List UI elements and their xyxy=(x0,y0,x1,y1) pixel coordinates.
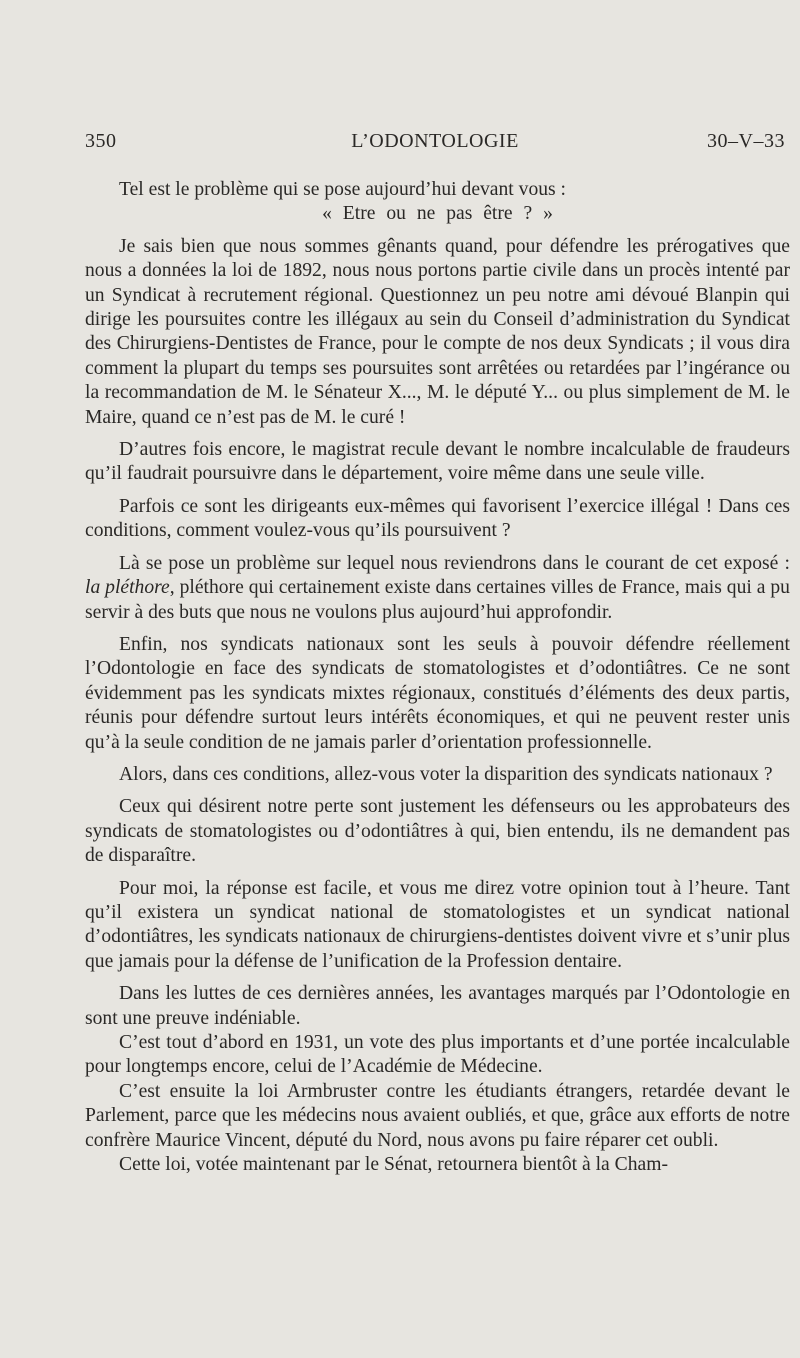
issue-date: 30–V–33 xyxy=(707,130,785,152)
emphasis-text: la pléthore xyxy=(85,577,170,599)
paragraph: Pour moi, la réponse est facile, et vous me direz votre opinion tout à l’heure. Tant qu’il existera un syndicat national de stomatologistes et un syndicat national d’odontiâtres, les syndicats nationaux de chirurgiens-dentistes doivent vivre et s’unir plus que jamais pour la défense de l’unification de la Profession dentaire. xyxy=(85,877,790,972)
paragraph xyxy=(85,552,790,625)
page-number: 350 xyxy=(85,130,117,152)
paragraph: Ceux qui désirent notre perte sont justement les défenseurs ou les approbateurs des syndicats de stomatologistes ou d’odontiâtres à qui, bien entendu, ils ne demandent pas de disparaître. xyxy=(85,796,790,867)
paragraph: C’est tout d’abord en 1931, un vote des plus importants et d’une portée incalculable pour longtemps encore, celui de l’Académie de Médecine. xyxy=(85,1032,790,1078)
paragraph: Alors, dans ces conditions, allez-vous voter la disparition des syndicats nationaux ? xyxy=(119,763,773,785)
paragraph: Cette loi, votée maintenant par le Sénat, retournera bientôt à la Cham- xyxy=(119,1154,668,1176)
paragraph: Enfin, nos syndicats nationaux sont les seuls à pouvoir défendre réellement l’Odontologie en face des syndicats de stomatologistes et d’odontiâtres. Ce ne sont évidemment pas les syndicats mixtes régionaux, constitués d’éléments des deux partis, réunis pour défendre surtout leurs intérêts économiques, et qui ne peuvent rester unis qu’à la seule condition de ne jamais parler d’orientation professionnelle. xyxy=(85,633,790,753)
paragraph: Tel est le problème qui se pose aujourd’hui devant vous : xyxy=(119,179,567,200)
paragraph-text: Là se pose un problème sur lequel nous reviendrons dans le courant de cet exposé : xyxy=(119,552,790,574)
paragraph: Dans les luttes de ces dernières années, les avantages marqués par l’Odontologie en sont une preuve indéniable. xyxy=(85,983,790,1029)
running-header xyxy=(85,130,785,156)
journal-title: L’ODONTOLOGIE xyxy=(351,130,519,152)
quotation: « Etre ou ne pas être ? » xyxy=(322,203,553,225)
paragraph-text: , pléthore qui certainement existe dans certaines villes de France, mais qui a pu servir à des buts que nous ne voulons plus aujourd’hui approfondir. xyxy=(85,577,790,623)
paragraph: Je sais bien que nous sommes gênants quand, pour défendre les prérogatives que nous a données la loi de 1892, nous nous portons partie civile dans un procès intenté par un Syndicat à recrutement régional. Questionnez un peu notre ami dévoué Blanpin qui dirige les poursuites contre les illégaux au sein du Conseil d’administration du Syndicat des Chirurgiens-Dentistes de France, pour le compte de nos deux Syndicats ; il vous dira comment la plupart du temps ses poursuites sont arrêtées ou retardées par l’ingérance ou la recommandation de M. le Sénateur X..., M. le député Y... ou plus simplement de M. le Maire, quand ce n’est pas de M. le curé ! xyxy=(85,235,790,428)
article-body xyxy=(85,178,790,1177)
paragraph: Parfois ce sont les dirigeants eux-mêmes qui favorisent l’exercice illégal ! Dans ces conditions, comment voulez-vous qu’ils poursuivent ? xyxy=(85,495,790,542)
paragraph: C’est ensuite la loi Armbruster contre les étudiants étrangers, retardée devant le Parlement, parce que les médecins nous avaient oubliés, et que, grâce aux efforts de notre confrère Maurice Vincent, député du Nord, nous avons pu faire réparer cet oubli. xyxy=(85,1080,790,1151)
paragraph: D’autres fois encore, le magistrat recule devant le nombre incalculable de fraudeurs qu’il faudrait poursuivre dans le département, voire même dans une seule ville. xyxy=(85,439,790,485)
